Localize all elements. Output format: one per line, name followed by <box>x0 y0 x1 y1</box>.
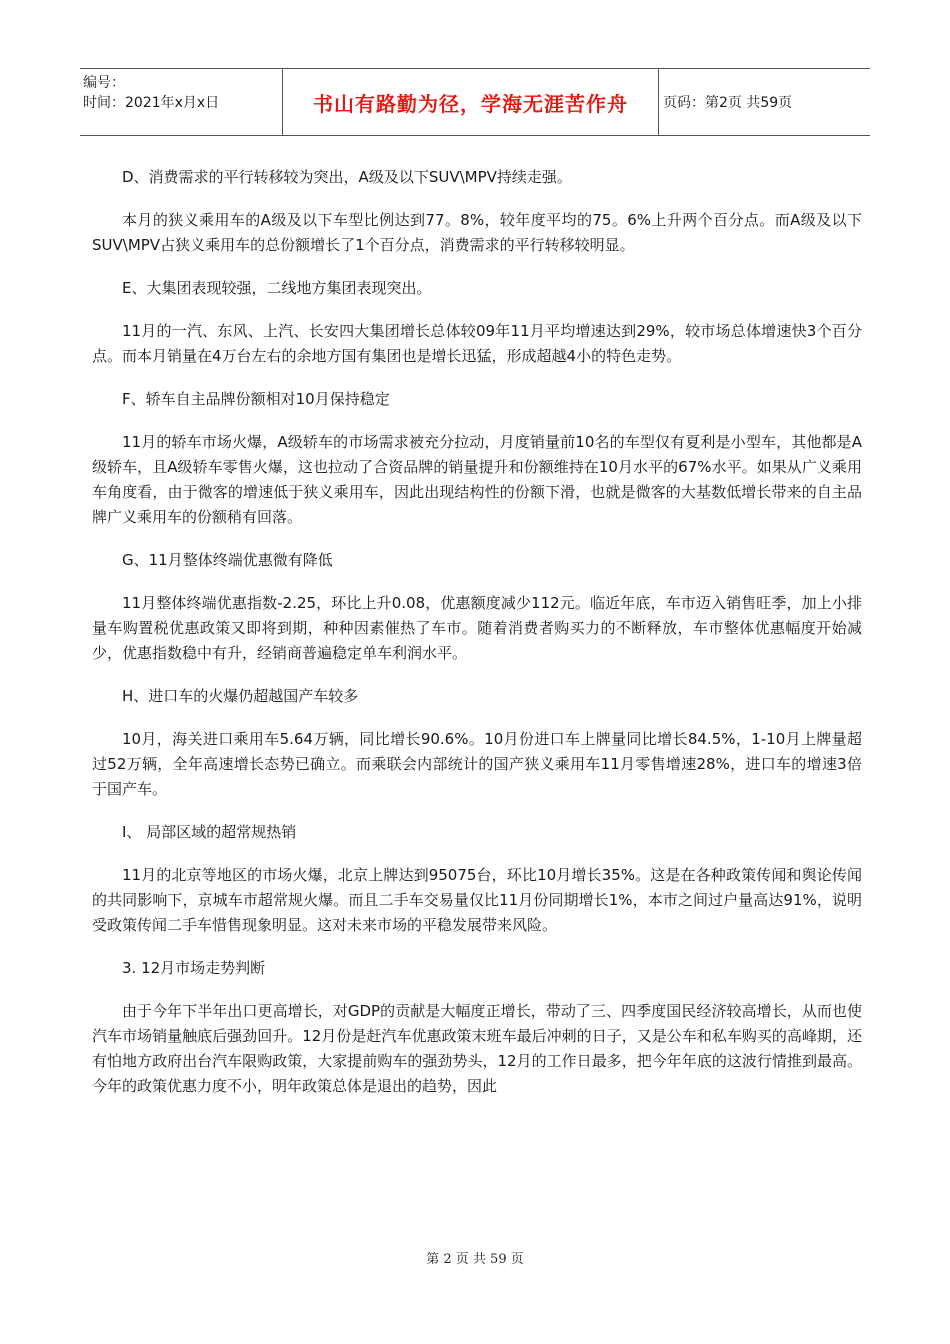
page-footer: 第 2 页 共 59 页 <box>426 1252 524 1267</box>
header-page-info-cell <box>659 69 870 135</box>
section-heading: D、消费需求的平行转移较为突出，A级及以下SUV\MPV持续走强。 <box>122 168 572 186</box>
body-paragraph: 10月，海关进口乘用车5.64万辆，同比增长90.6%。10月份进口车上牌量同比增长84.5%，1-10月上牌量超过52万辆，全年高速增长态势已确立。而乘联会内部统计的国产狭义乘用车11月零售增速28%，进口车的增速3倍于国产车。 <box>92 730 862 798</box>
section-heading: G、11月整体终端优惠微有降低 <box>122 551 333 569</box>
body-paragraph: 11月的北京等地区的市场火爆，北京上牌达到95075台，环比10月增长35%。这是在各种政策传闻和舆论传闻的共同影响下，京城车市超常规火爆。而且二手车交易量仅比11月份同期增长1%，本市之间过户量高达91%，说明受政策传闻二手车惜售现象明显。这对未来市场的平稳发展带来风险。 <box>92 866 862 934</box>
section-heading: 3. 12月市场走势判断 <box>122 959 266 977</box>
time-label: 时间：2021年x月x日 <box>83 95 220 111</box>
header-meta <box>80 69 283 135</box>
header-motto-cell <box>283 69 659 135</box>
body-paragraph: 11月的一汽、东风、上汽、长安四大集团增长总体较09年11月平均增速达到29%，较市场总体增速快3个百分点。而本月销量在4万台左右的余地方国有集团也是增长迅猛，形成超越4小的特色走势。 <box>92 322 862 365</box>
number-label: 编号： <box>83 75 125 91</box>
section-heading: H、进口车的火爆仍超越国产车较多 <box>122 687 359 705</box>
motto: 书山有路勤为径，学海无涯苦作舟 <box>313 91 628 116</box>
body-paragraph: 11月整体终端优惠指数-2.25，环比上升0.08，优惠额度减少112元。临近年底，车市迈入销售旺季，加上小排量车购置税优惠政策又即将到期，种种因素催热了车市。随着消费者购买力的不断释放，车市整体优惠幅度开始减少，优惠指数稳中有升，经销商普遍稳定单车利润水平。 <box>92 594 862 662</box>
body-paragraph: 由于今年下半年出口更高增长，对GDP的贡献是大幅度正增长，带动了三、四季度国民经济较高增长，从而也使汽车市场销量触底后强劲回升。12月份是赶汽车优惠政策末班车最后冲刺的日子，又是公车和私车购买的高峰期，还有怕地方政府出台汽车限购政策，大家提前购车的强劲势头，12月的工作日最多，把今年年底的这波行情推到最高。今年的政策优惠力度不小，明年政策总体是退出的趋势，因此 <box>92 1002 862 1095</box>
document-header <box>80 68 870 136</box>
section-heading: I、 局部区域的超常规热销 <box>122 823 297 841</box>
document-body <box>92 165 862 1117</box>
section-heading: F、轿车自主品牌份额相对10月保持稳定 <box>122 390 390 408</box>
body-paragraph: 11月的轿车市场火爆，A级轿车的市场需求被充分拉动，月度销量前10名的车型仅有夏利是小型车，其他都是A级轿车，且A级轿车零售火爆，这也拉动了合资品牌的销量提升和份额维持在10月水平的67%水平。如果从广义乘用车角度看，由于微客的增速低于狭义乘用车，因此出现结构性的份额下滑，也就是微客的大基数低增长带来的自主品牌广义乘用车的份额稍有回落。 <box>92 433 862 526</box>
section-heading: E、大集团表现较强，二线地方集团表现突出。 <box>122 279 432 297</box>
body-paragraph: 本月的狭义乘用车的A级及以下车型比例达到77。8%，较年度平均的75。6%上升两个百分点。而A级及以下SUV\MPV占狭义乘用车的总份额增长了1个百分点，消费需求的平行转移较明显。 <box>92 211 862 254</box>
page-info: 页码：第2页 共59页 <box>663 95 793 111</box>
